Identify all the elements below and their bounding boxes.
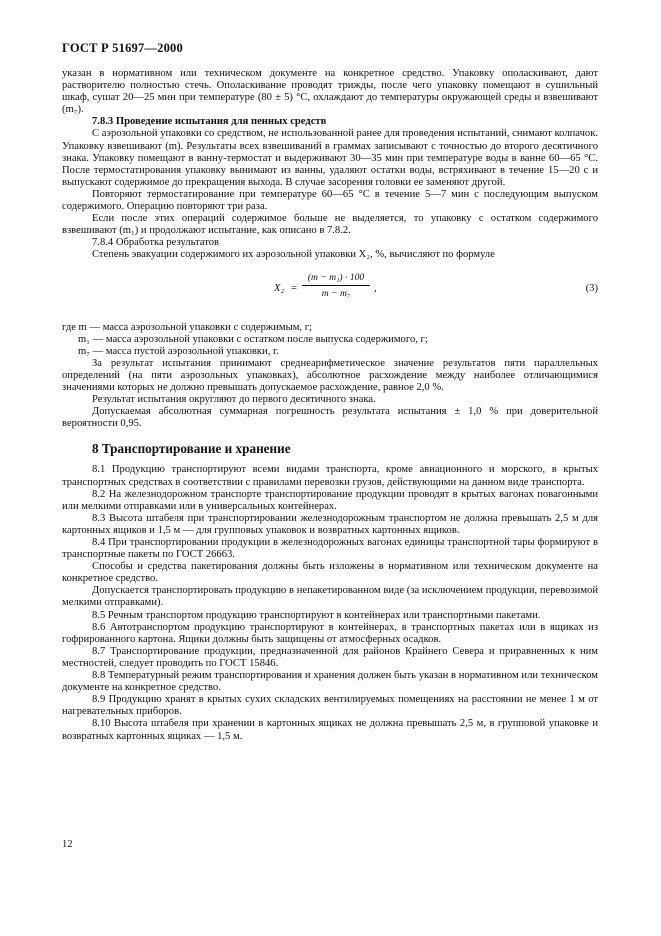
fraction-bar <box>302 285 370 286</box>
paragraph: 8.2 На железнодорожном транспорте транспортирование продукции проводят в крытых вагонах повагонными или мелкими отправками или в универсальных контейнерах. <box>62 488 598 512</box>
paragraph: Если после этих операций содержимое больше не выделяется, то упаковку с остатком содержимого взвешивают (m₁) и продолжают испытание, как описано в 7.8.2. <box>62 213 598 237</box>
paragraph: 8.3 Высота штабеля при транспортировании железнодорожным транспортом не должна превышать 2,5 м для картонных ящиков и 1,5 м — для групповых упаковок и возвратных картонных ящиков. <box>62 512 598 536</box>
formula-fraction <box>302 272 370 300</box>
paragraph: Результат испытания округляют до первого десятичного знака. <box>92 394 376 406</box>
paragraph: 8.10 Высота штабеля при хранении в картонных ящиках не должна превышать 2,5 м, в групповой упаковке и возвратных картонных ящиках — 1,5 м. <box>62 718 598 742</box>
paragraph: 8.9 Продукцию хранят в крытых сухих складских вентилируемых помещениях на расстоянии не менее 1 м от нагревательных приборов. <box>62 694 598 718</box>
section-title-8: 8 Транспортирование и хранение <box>92 441 291 457</box>
paragraph: С аэрозольной упаковки со средством, не использованной ранее для проведения испытаний, снимают колпачок. Упаковку взвешивают (m). Результаты всех взвешиваний в граммах записывают с точностью до второго десятичного знака. Упаковку помещают в ванну-термостат и выдерживают 30—35 мин при температуре воды в ванне 60—65 °С. После термостатирования упаковку вынимают из ванны, удаляют остатки воды, встряхивают в течение 15—20 с и выпускают содержимое до прекращения выхода. В случае засорения головки ее заменяют другой. <box>62 128 598 188</box>
formula-denominator: m − m₇ <box>321 287 351 299</box>
formula-equals: = <box>291 282 297 294</box>
subsection-title-7-8-4: 7.8.4 Обработка результатов <box>92 237 219 249</box>
formula-legend <box>62 322 598 358</box>
legend-line: m₁ — масса аэрозольной упаковки с остатком после выпуска содержимого, г; <box>78 333 428 345</box>
paragraph: 8.7 Транспортирование продукции, предназначенной для районов Крайнего Севера и приравненных к ним местностей, следует проводить по ГОСТ 15846. <box>62 645 598 669</box>
formula-3 <box>62 270 598 312</box>
paragraph: 8.6 Автотранспортом продукцию транспортируют в контейнерах, в транспортных пакетах или в ящиках из гофрированного картона. Ящики должны быть защищены от атмосферных осадков. <box>62 621 598 645</box>
paragraph: Степень эвакуации содержимого их аэрозольной упаковки X₂, %, вычисляют по формуле <box>92 249 495 261</box>
document-header: ГОСТ Р 51697—2000 <box>62 41 183 55</box>
paragraph: Повторяют термостатирование при температуре 60—65 °С в течение 5—7 мин с последующим выпуском содержимого. Операцию повторяют три раза. <box>62 188 598 213</box>
paragraph-continuation: указан в нормативном или техническом документе на конкретное средство. Упаковку ополаскивают, дают растворителю полностью стечь. Ополаскивание проводят трижды, после чего упаковку помещают в сушильный шкаф, сушат 20—25 мин при температуре (80 ± 5) °С, охлаждают до температуры окружающей среды и взвешивают (m₇). <box>62 68 598 116</box>
formula-number: (3) <box>585 282 598 294</box>
subsection-title-7-8-3: 7.8.3 Проведение испытания для пенных средств <box>92 116 327 128</box>
document-body <box>62 68 598 743</box>
paragraph: Допускается транспортировать продукцию в непакетированном виде (за исключением продукции, перевозимой мелкими отправками). <box>62 585 598 609</box>
page-number: 12 <box>62 839 73 850</box>
legend-line: m₇ — масса пустой аэрозольной упаковки, г. <box>78 345 279 357</box>
paragraph: Допускаемая абсолютная суммарная погрешность результата испытания ± 1,0 % при доверительной вероятности 0,95. <box>62 406 598 430</box>
legend-line: где m — масса аэрозольной упаковки с содержимым, г; <box>62 321 313 333</box>
paragraph: За результат испытания принимают среднеарифметическое значение результатов пяти параллельных определений (на пяти аэрозольных упаковках), абсолютное расхождение между наиболее отличающимися значениями которых не должно превышать допускаемое расхождение, равное 2,0 %. <box>62 357 598 393</box>
paragraph: 8.5 Речным транспортом продукцию транспортируют в контейнерах или транспортными пакетами. <box>92 609 541 621</box>
paragraph: 8.4 При транспортировании продукции в железнодорожных вагонах единицы транспортной тары формируют в транспортные пакеты по ГОСТ 26663. <box>62 537 598 561</box>
formula-numerator: (m − m₁) · 100 <box>307 271 365 283</box>
paragraph: 8.8 Температурный режим транспортирования и хранения должен быть указан в нормативном или техническом документе на конкретное средство. <box>62 670 598 694</box>
paragraph: 8.1 Продукцию транспортируют всеми видами транспорта, кроме авиационного и морского, в крытых транспортных средствах в соответствии с правилами перевозки грузов, действующими на данном виде транспорта. <box>62 464 598 488</box>
formula-comma: , <box>374 282 377 294</box>
formula-lhs: X₂ <box>274 282 285 294</box>
paragraph: Способы и средства пакетирования должны быть изложены в нормативном или техническом документе на конкретное средство. <box>62 561 598 585</box>
